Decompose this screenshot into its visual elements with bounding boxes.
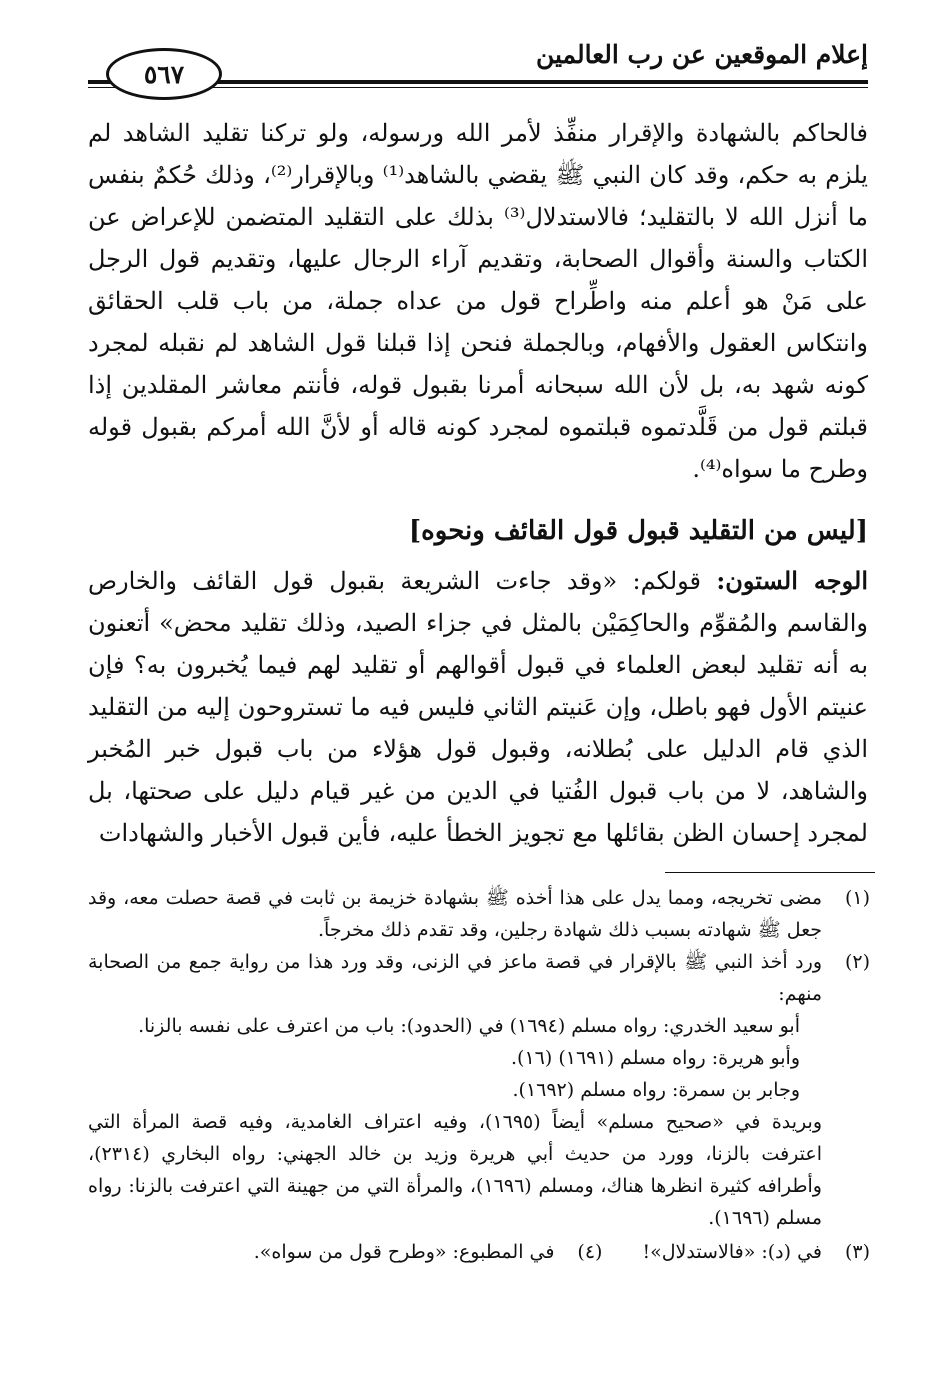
footnote-text: مضى تخريجه، ومما يدل على هذا أخذه ﷺ بشهادة خزيمة بن ثابت في قصة حصلت معه، وقد جعل ﷺ شهادته بسبب ذلك شهادة رجلين، وقد تقدم ذلك مخرجاً. (88, 887, 822, 941)
footnote-2-line: وبريدة في «صحيح مسلم» أيضاً (١٦٩٥)، وفيه اعتراف الغامدية، وفيه قصة المرأة التي اعترفت بالزنا، وورد من حديث أبي هريرة وزيد بن خالد الجهني: رواه البخاري (٢٣١٤)، وأطرافه كثيرة انظرها هناك، ومسلم (١٦٩٦)، والمرأة التي من جهينة التي اعترفت بالزنا: رواه مسلم (١٦٩٦). (88, 1111, 823, 1229)
footnotes-3-4 (88, 1236, 870, 1268)
footnote-text: ورد أخذ النبي ﷺ بالإقرار في قصة ماعز في الزنى، وقد ورد هذا من رواية جمع من الصحابة منهم: (88, 951, 822, 1005)
page-number-badge (106, 48, 222, 100)
footnote-2-line: وأبو هريرة: رواه مسلم (١٦٩١) (١٦). (511, 1047, 800, 1069)
page-number: ٥٦٧ (143, 59, 185, 89)
page-header (88, 40, 868, 100)
footnote-2 (88, 946, 870, 1010)
footnotes (88, 882, 870, 1268)
footnote-text: في المطبوع: «وطرح قول من سواه». (253, 1241, 555, 1263)
main-text (88, 112, 868, 854)
footnote-number: (٢) (844, 951, 870, 973)
footnote-number: (٣) (844, 1241, 870, 1263)
running-title: إعلام الموقعين عن رب العالمين (528, 40, 868, 69)
section-heading: [ليس من التقليد قبول قول القائف ونحوه] (408, 516, 868, 546)
footnote-number: (٤) (577, 1241, 603, 1263)
footnote-4 (254, 1236, 603, 1268)
footnote-2-line: وجابر بن سمرة: رواه مسلم (١٦٩٢). (512, 1079, 800, 1101)
footnote-3 (642, 1236, 870, 1268)
paragraph-2-lead: الوجه الستون: (716, 566, 868, 595)
paragraph-2-text: قولكم: «وقد جاءت الشريعة بقبول قول القائف والخارص والقاسم والمُقوِّم والحاكِمَيْن بالمثل في جزاء الصيد، وذلك تقليد محض» أتعنون به أنه تقليد لبعض العلماء في قبول أقوالهم أو تقليد لهم فيما يُخبرون به؟ فإن عنيتم الأول فهو باطل، وإن عَنيتم الثاني فليس فيه ما تستروحون إليه من التقليد الذي قام الدليل على بُطلانه، وقبول قول هؤلاء من باب قبول خبر المُخبر والشاهد، لا من باب قبول الفُتيا في الدين من غير قيام دليل على صحتها، بل لمجرد إحسان الظن بقائلها مع تجويز الخطأ عليه، فأين قبول الأخبار والشهادات (88, 567, 868, 847)
footnote-1 (88, 882, 870, 946)
footnote-separator (665, 872, 875, 873)
footnote-number: (١) (844, 887, 870, 909)
paragraph-1: فالحاكم بالشهادة والإقرار منفِّذ لأمر الله ورسوله، ولو تركنا تقليد الشاهد لم يلزم به حكم، وقد كان النبي ﷺ يقضي بالشاهد⁽¹⁾ وبالإقرار⁽²⁾، وذلك حُكمٌ بنفس ما أنزل الله لا بالتقليد؛ فالاستدلال⁽³⁾ بذلك على التقليد المتضمن للإعراض عن الكتاب والسنة وأقوال الصحابة، وتقديم آراء الرجال عليها، وتقديم قول الرجل على مَنْ هو أعلم منه واطِّراح قول من عداه جملة، من باب قلب الحقائق وانتكاس العقول والأفهام، وبالجملة فنحن إذا قبلنا قول الشاهد لم نقبله لمجرد كونه شهد به، بل لأن الله سبحانه أمرنا بقبول قوله، فأنتم معاشر المقلدين إذا قبلتم قول من قَلَّدتموه قبلتموه لمجرد كونه قاله أو لأنَّ الله أمركم بقبول قوله وطرح ما سواه⁽⁴⁾. (88, 119, 869, 483)
paragraph-2 (88, 560, 868, 854)
footnote-text: في (د): «فالاستدلال»! (642, 1241, 822, 1263)
footnote-2-line: أبو سعيد الخدري: رواه مسلم (١٦٩٤) في (الحدود): باب من اعترف على نفسه بالزنا. (138, 1015, 800, 1037)
